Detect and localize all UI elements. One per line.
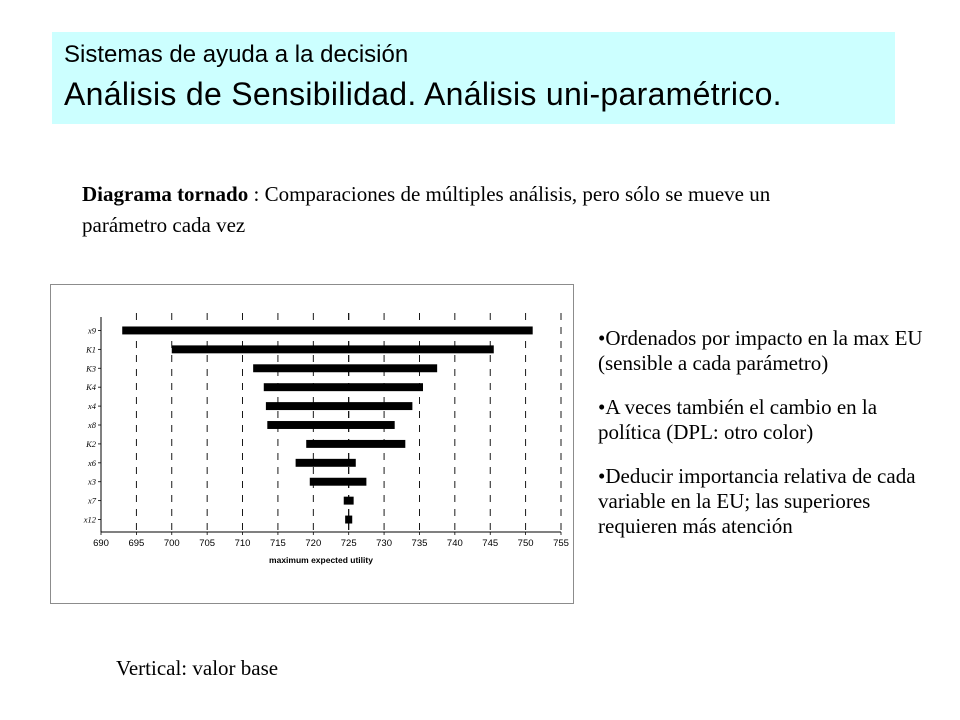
tornado-bar [253, 364, 437, 372]
bullet-list [598, 326, 943, 539]
category-label: K3 [86, 363, 96, 374]
category-label: x6 [87, 457, 96, 468]
tornado-bar [267, 421, 394, 429]
slide-title: Análisis de Sensibilidad. Análisis uni-paramétrico. [64, 76, 782, 112]
intro-term: Diagrama tornado [82, 182, 249, 206]
category-label: K2 [86, 438, 96, 449]
tornado-bar [345, 516, 352, 524]
x-tick-label: 700 [163, 538, 180, 549]
x-tick-label: 745 [482, 538, 499, 549]
intro-text: : Comparaciones de múltiples análisis, pero sólo se mueve un parámetro cada vez [82, 182, 771, 237]
category-label: x9 [87, 325, 96, 336]
x-tick-label: 725 [340, 538, 357, 549]
x-tick-label: 720 [305, 538, 322, 549]
x-tick-label: 755 [553, 538, 569, 549]
category-label: K4 [86, 382, 96, 393]
intro-paragraph [82, 179, 842, 241]
tornado-bar [266, 402, 412, 410]
x-tick-label: 730 [376, 538, 393, 549]
chart-caption: Vertical: valor base [116, 656, 279, 680]
x-tick-label: 690 [93, 538, 109, 549]
category-label: x4 [87, 401, 96, 412]
tornado-bar [122, 326, 532, 334]
bullet-item: •A veces también el cambio en la política (DPL: otro color) [598, 395, 878, 444]
tornado-chart-svg [51, 285, 573, 603]
x-tick-label: 715 [269, 538, 286, 549]
tornado-bar [264, 383, 423, 391]
category-label: x7 [87, 495, 96, 506]
category-label: K1 [86, 344, 96, 355]
tornado-chart [50, 284, 574, 604]
x-tick-label: 750 [517, 538, 534, 549]
tornado-bar [296, 459, 356, 467]
category-label: x3 [87, 476, 96, 487]
category-label: x12 [83, 514, 96, 525]
bullet-item: •Ordenados por impacto en la max EU (sensible a cada parámetro) [598, 326, 923, 375]
slide-subtitle: Sistemas de ayuda a la decisión [64, 41, 409, 68]
tornado-bar [306, 440, 405, 448]
x-tick-label: 735 [411, 538, 428, 549]
tornado-bar [172, 345, 494, 353]
x-tick-label: 710 [234, 538, 251, 549]
x-axis-title: maximum expected utility [269, 555, 373, 565]
tornado-bar [310, 478, 367, 486]
tornado-bar [344, 497, 354, 505]
title-banner [52, 32, 895, 124]
bullet-item: •Deducir importancia relativa de cada variable en la EU; las superiores requieren más atención [598, 464, 916, 538]
category-label: x8 [87, 420, 96, 430]
x-tick-label: 695 [128, 538, 145, 549]
x-tick-label: 705 [199, 538, 216, 549]
x-tick-label: 740 [446, 538, 463, 549]
